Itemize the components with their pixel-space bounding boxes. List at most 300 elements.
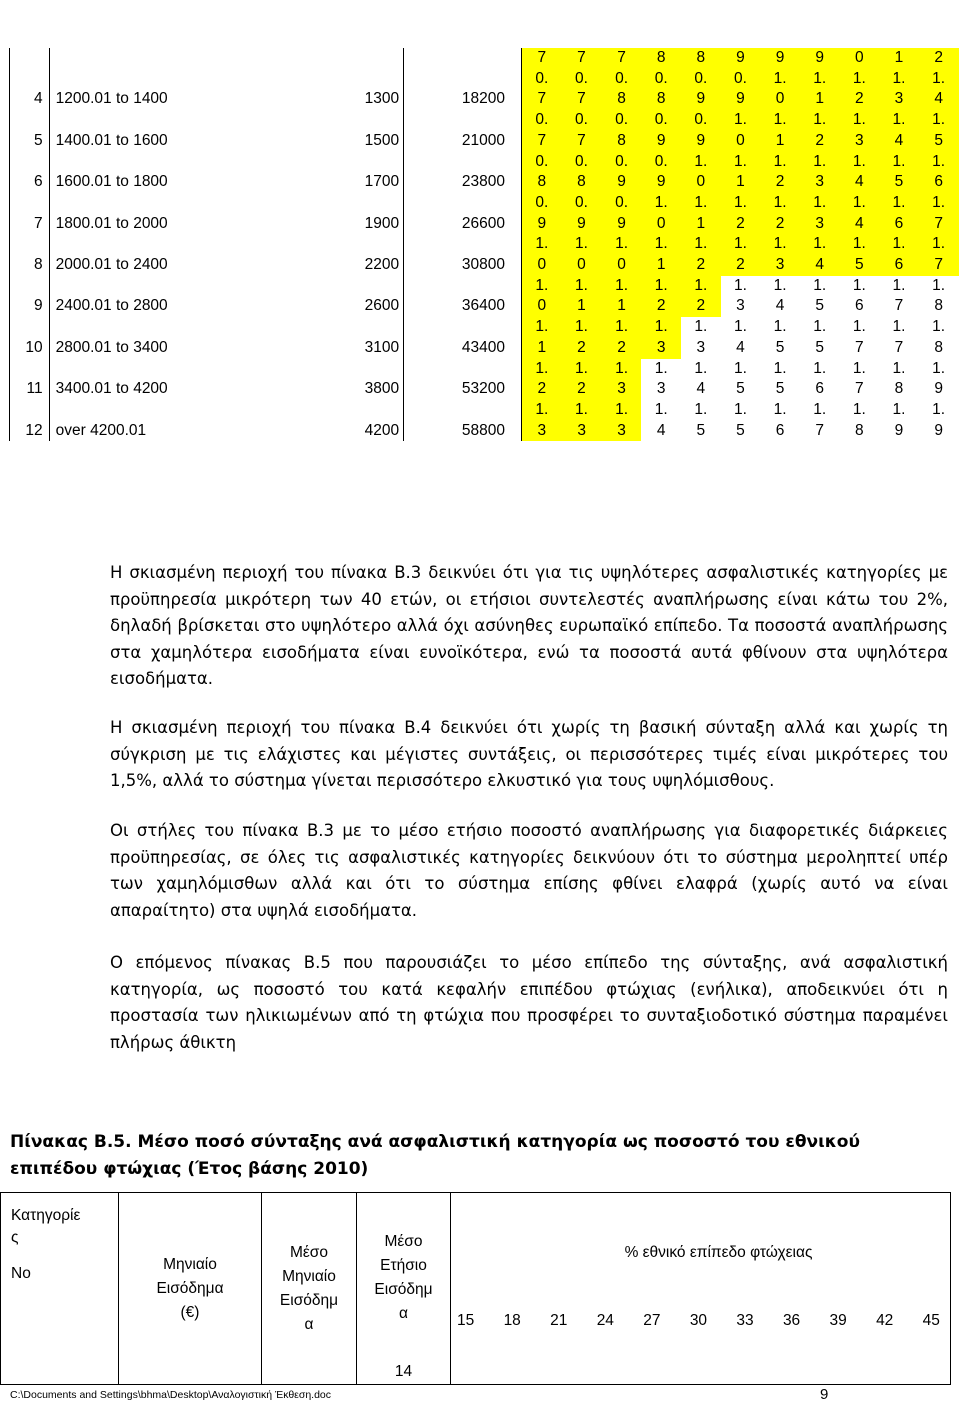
years-row (451, 1312, 950, 1384)
cell-annual: 18200 (404, 89, 522, 110)
cell-rate-int: 1. (602, 400, 642, 421)
cell-rate-int: 1. (641, 234, 681, 255)
cell-rate-int: 1. (813, 359, 827, 377)
table-row (10, 193, 959, 214)
cell-annual (404, 276, 522, 297)
cell-range (49, 193, 281, 214)
cell-rate-int: 0. (562, 152, 602, 173)
cell-rate-dec: 7 (919, 255, 959, 276)
cell-rate-dec: 2 (760, 172, 800, 193)
table-row (10, 296, 959, 317)
cell-rate-int: 1. (521, 276, 561, 297)
cell-rate-dec: 6 (879, 214, 919, 235)
cell-rate-dec: 2 (562, 338, 602, 359)
cell-no: 4 (10, 89, 50, 110)
cell-annual (404, 48, 522, 69)
cell-rate-int: 1. (932, 400, 946, 418)
header-avg-annual-line4: α (399, 1305, 408, 1322)
cell-rate-int: 0. (521, 193, 561, 214)
cell-annual (404, 110, 522, 131)
cell-rate-dec: 3 (736, 297, 745, 315)
cell-range (49, 317, 281, 338)
year-header: 18 (503, 1311, 521, 1329)
header-monthly-line2: Εισόδημα (156, 1279, 224, 1297)
cell-rate-dec: 8 (934, 338, 943, 356)
table-row (10, 152, 959, 173)
cell-rate-dec: 4 (736, 338, 745, 356)
cell-rate-int: 0. (562, 69, 602, 90)
cell-rate-int: 1. (694, 359, 708, 377)
footer-page-number: 9 (820, 1386, 829, 1403)
year-header: 36 (782, 1311, 801, 1329)
header-monthly-income (119, 1193, 262, 1385)
cell-rate-int: 1. (840, 193, 880, 214)
cell-rate-dec: 1 (721, 172, 761, 193)
cell-rate-int: 1. (602, 359, 642, 380)
cell-mid (281, 317, 404, 338)
cell-rate-int: 1. (840, 69, 880, 90)
cell-range: 1200.01 to 1400 (49, 89, 281, 110)
cell-rate-dec: 0 (681, 172, 721, 193)
cell-rate-dec: 1 (562, 296, 602, 317)
header-avg-annual-line5: 14 (394, 1363, 413, 1380)
cell-rate-dec: 5 (919, 131, 959, 152)
cell-rate-dec: 5 (696, 421, 706, 439)
cell-rate-int: 1. (562, 234, 602, 255)
cell-rate-int: 1. (773, 276, 787, 294)
cell-rate-dec: 9 (562, 214, 602, 235)
cell-rate-dec: 3 (602, 379, 642, 400)
table-row (10, 172, 959, 193)
cell-rate-dec: 3 (562, 421, 602, 442)
header-avg-monthly-line3: Εισόδημ (279, 1291, 339, 1309)
cell-rate: 9 (721, 48, 761, 69)
table-row (10, 110, 959, 131)
cell-no (10, 359, 50, 380)
cell-rate-int: 1. (919, 110, 959, 131)
cell-rate-int: 1. (932, 359, 946, 377)
cell-rate-dec: 4 (879, 131, 919, 152)
cell-range (49, 152, 281, 173)
cell-rate: 8 (641, 48, 681, 69)
cell-annual: 36400 (404, 296, 522, 317)
cell-rate-int: 1. (800, 110, 840, 131)
replacement-rate-table (9, 48, 959, 441)
cell-rate-dec: 1 (641, 255, 681, 276)
cell-rate-dec: 9 (934, 421, 943, 439)
cell-rate-int: 0. (521, 110, 561, 131)
cell-rate-int: 0. (641, 69, 681, 90)
cell-no (10, 400, 50, 421)
table-row (10, 131, 959, 152)
cell-rate-int: 0. (602, 152, 642, 173)
cell-rate-int: 1. (840, 234, 880, 255)
cell-rate-int: 1. (760, 234, 800, 255)
cell-rate-dec: 9 (641, 131, 681, 152)
cell-rate-dec: 0 (641, 214, 681, 235)
cell-rate-dec: 6 (879, 255, 919, 276)
cell-rate-dec: 3 (840, 131, 880, 152)
cell-rate-int: 1. (562, 276, 602, 297)
cell-rate-dec: 3 (656, 380, 666, 398)
cell-mid: 1300 (364, 90, 400, 108)
cell-range (49, 359, 281, 380)
cell-annual (404, 234, 522, 255)
header-category-no: No (11, 1265, 31, 1282)
cell-rate-int: 1. (813, 276, 827, 294)
cell-rate-dec: 7 (894, 297, 904, 315)
cell-rate-int: 1. (721, 234, 761, 255)
cell-rate: 9 (800, 48, 840, 69)
cell-rate-dec: 9 (681, 89, 721, 110)
cell-no: 9 (10, 296, 50, 317)
cell-range: over 4200.01 (49, 421, 281, 442)
cell-rate-int: 1. (521, 359, 561, 380)
cell-rate-dec: 0 (760, 89, 800, 110)
cell-rate-dec: 3 (800, 214, 840, 235)
cell-rate-dec: 5 (879, 172, 919, 193)
table-row (10, 276, 959, 297)
cell-rate-dec: 4 (656, 421, 666, 439)
cell-rate-int: 1. (521, 317, 561, 338)
cell-rate-int: 1. (654, 400, 668, 418)
cell-rate-int: 1. (734, 318, 747, 336)
cell-rate-dec: 8 (602, 89, 642, 110)
table-row (10, 317, 959, 338)
header-monthly-line3: (€) (180, 1303, 200, 1321)
cell-mid (281, 48, 404, 69)
cell-rate-int: 1. (919, 234, 959, 255)
cell-rate-int: 1. (879, 69, 919, 90)
cell-annual (404, 69, 522, 90)
header-monthly-line1: Μηνιαίο (163, 1255, 217, 1273)
cell-rate-dec: 7 (562, 131, 602, 152)
cell-rate-int: 0. (602, 69, 642, 90)
table-row (10, 379, 959, 400)
cell-rate-dec: 5 (736, 380, 745, 398)
cell-rate-int: 1. (641, 317, 681, 338)
cell-mid (281, 234, 404, 255)
cell-rate-dec: 5 (840, 255, 880, 276)
cell-rate-dec: 9 (641, 172, 681, 193)
header-category-line2: ς (11, 1229, 19, 1246)
cell-mid (281, 193, 404, 214)
cell-rate-dec: 6 (919, 172, 959, 193)
cell-rate-dec: 2 (641, 296, 681, 317)
cell-rate-dec: 4 (775, 297, 785, 315)
cell-rate-dec: 0 (521, 255, 561, 276)
cell-annual: 53200 (404, 379, 522, 400)
cell-range: 2400.01 to 2800 (49, 296, 281, 317)
year-header: 21 (550, 1311, 568, 1329)
cell-rate-int: 0. (681, 110, 721, 131)
header-avg-monthly-line4: α (304, 1315, 314, 1333)
table-row (10, 359, 959, 380)
cell-range: 1400.01 to 1600 (49, 131, 281, 152)
cell-rate-int: 1. (694, 318, 708, 336)
cell-rate-int: 0. (602, 110, 642, 131)
cell-rate-dec: 1 (602, 296, 642, 317)
cell-rate-int: 1. (800, 152, 840, 173)
cell-rate-int: 1. (813, 318, 827, 336)
header-avg-annual-line3: Εισόδημ (374, 1281, 433, 1298)
year-header: 33 (736, 1311, 754, 1329)
cell-rate-dec: 9 (681, 131, 721, 152)
cell-no (10, 317, 50, 338)
year-header: 15 (457, 1311, 475, 1329)
cell-rate-dec: 9 (602, 214, 642, 235)
table-row (10, 234, 959, 255)
cell-range: 1600.01 to 1800 (49, 172, 281, 193)
cell-rate-int: 1. (602, 276, 642, 297)
cell-range (49, 234, 281, 255)
cell-no (10, 193, 50, 214)
cell-rate-dec: 0 (521, 296, 561, 317)
table-row (10, 214, 959, 235)
cell-no: 10 (10, 338, 50, 359)
cell-rate-int: 1. (932, 276, 946, 294)
cell-rate-int: 1. (840, 152, 880, 173)
cell-rate-dec: 7 (919, 214, 959, 235)
cell-rate-dec: 9 (602, 172, 642, 193)
cell-rate-dec: 0 (721, 131, 761, 152)
cell-no: 6 (10, 172, 50, 193)
cell-rate-int: 1. (892, 359, 906, 377)
cell-rate-dec: 7 (855, 338, 864, 356)
cell-rate-int: 1. (681, 193, 721, 214)
year-header: 27 (643, 1311, 661, 1329)
cell-rate-int: 1. (879, 234, 919, 255)
cell-rate-dec: 6 (775, 421, 785, 439)
cell-rate-int: 1. (852, 318, 866, 336)
cell-range (49, 48, 281, 69)
table-row (10, 400, 959, 421)
year-header: 24 (596, 1311, 614, 1329)
paragraph-b5-intro: Ο επόμενος πίνακας Β.5 που παρουσιάζει το μέσο επίπεδο της σύνταξης, ανά ασφαλιστική κατηγορία, ως ποσοστό του κατά κεφαλήν επιπέδου φτώχιας (ενήλικα), αποδεικνύει ότι η προστασία των ηλικιωμένων από τη φτώχια που προσφέρει το συνταξιοδοτικό σύστημα παραμένει πλήρως άθικτη (110, 953, 948, 1052)
cell-rate-dec: 5 (815, 338, 825, 356)
table-row (10, 255, 959, 276)
cell-rate-int: 1. (919, 69, 959, 90)
cell-rate-dec: 4 (840, 172, 880, 193)
cell-rate-int: 0. (521, 152, 561, 173)
cell-rate-dec: 1 (760, 131, 800, 152)
cell-no: 11 (10, 379, 50, 400)
cell-rate-int: 0. (521, 69, 561, 90)
cell-rate-dec: 8 (641, 89, 681, 110)
cell-rate-int: 0. (562, 110, 602, 131)
cell-rate-dec: 1 (800, 89, 840, 110)
cell-no (10, 48, 50, 69)
cell-rate-int: 1. (773, 400, 787, 418)
cell-rate-dec: 9 (521, 214, 561, 235)
cell-rate-dec: 1 (681, 214, 721, 235)
cell-rate-dec: 6 (815, 380, 825, 398)
cell-rate-int: 1. (734, 400, 747, 418)
cell-mid: 4200 (364, 421, 400, 439)
cell-rate-dec: 2 (721, 214, 761, 235)
cell-rate-dec: 7 (894, 338, 904, 356)
cell-rate-int: 1. (813, 400, 827, 418)
cell-no (10, 110, 50, 131)
cell-rate-int: 1. (641, 276, 681, 297)
cell-rate-dec: 5 (775, 338, 785, 356)
cell-annual: 26600 (404, 214, 522, 235)
cell-rate-int: 1. (760, 110, 800, 131)
cell-rate-int: 1. (760, 193, 800, 214)
cell-rate-dec: 4 (800, 255, 840, 276)
cell-mid (281, 359, 404, 380)
cell-range (49, 276, 281, 297)
cell-range: 2800.01 to 3400 (49, 338, 281, 359)
cell-rate-dec: 5 (775, 380, 785, 398)
cell-no (10, 234, 50, 255)
cell-rate: 8 (681, 48, 721, 69)
cell-rate-dec: 3 (641, 338, 681, 359)
cell-no: 5 (10, 131, 50, 152)
cell-rate-int: 0. (641, 152, 681, 173)
table-row (10, 48, 959, 69)
cell-rate-int: 1. (562, 400, 602, 421)
cell-rate-dec: 5 (815, 297, 825, 315)
cell-rate-dec: 0 (562, 255, 602, 276)
cell-mid (281, 152, 404, 173)
cell-no (10, 276, 50, 297)
cell-rate-dec: 3 (879, 89, 919, 110)
cell-rate-int: 1. (800, 69, 840, 90)
paragraph-b3-columns: Οι στήλες του πίνακα Β.3 με το μέσο ετήσιο ποσοστό αναπλήρωσης για διαφορετικές διάρκειες προϋπηρεσίας, σε όλες τις ασφαλιστικές κατηγορίες δεικνύουν ότι το σύστημα μεροληπτεί υπέρ των χαμηλόμισθων αλλά και ότι το σύστημα επίσης φθίνει ελαφρά (χωρίς αυτό να είναι απαραίτητο) στα υψηλά εισοδήματα. (110, 821, 948, 920)
cell-rate-int: 1. (879, 193, 919, 214)
cell-rate-int: 1. (932, 318, 946, 336)
cell-rate-int: 0. (681, 69, 721, 90)
cell-rate-int: 1. (681, 152, 721, 173)
cell-rate-dec: 2 (760, 214, 800, 235)
cell-rate-dec: 2 (521, 379, 561, 400)
cell-annual: 23800 (404, 172, 522, 193)
cell-rate-int: 1. (602, 234, 642, 255)
cell-annual (404, 193, 522, 214)
paragraph-b3-shaded: Η σκιασμένη περιοχή του πίνακα Β.3 δεικνύει ότι για τις υψηλότερες ασφαλιστικές κατηγορίες με προϋπηρεσία μικρότερη των 40 ετών, οι ετήσιοι συντελεστές αναπλήρωσης είναι κάτω του 2%, δηλαδή βρίσκεται στο υψηλότερο αλλά όχι ασύνηθες ευρωπαϊκό επίπεδο. Τα ποσοστά αναπλήρωσης στα χαμηλότερα εισοδήματα είναι ευνοϊκότερα, ενώ τα ποσοστά αυτά φθίνουν στα υψηλότερα εισοδήματα. (110, 563, 948, 688)
cell-rate-dec: 2 (840, 89, 880, 110)
cell-rate-int: 1. (879, 152, 919, 173)
cell-rate-int: 1. (773, 359, 787, 377)
cell-rate-dec: 4 (696, 380, 706, 398)
cell-annual: 43400 (404, 338, 522, 359)
cell-rate-int: 1. (562, 317, 602, 338)
cell-rate-dec: 3 (760, 255, 800, 276)
table-row (10, 69, 959, 90)
cell-range: 1800.01 to 2000 (49, 214, 281, 235)
cell-rate: 9 (760, 48, 800, 69)
cell-rate-dec: 8 (894, 380, 904, 398)
footer-path: C:\Documents and Settings\bhma\Desktop\Αναλογιστική Έκθεση.doc (10, 1389, 332, 1401)
cell-rate-int: 0. (602, 193, 642, 214)
cell-rate-dec: 7 (521, 131, 561, 152)
cell-annual (404, 152, 522, 173)
cell-rate-dec: 4 (840, 214, 880, 235)
cell-rate-dec: 2 (681, 296, 721, 317)
cell-annual (404, 400, 522, 421)
cell-annual: 58800 (404, 421, 522, 442)
cell-annual: 30800 (404, 255, 522, 276)
year-header: 42 (876, 1311, 894, 1329)
cell-rate-dec: 3 (800, 172, 840, 193)
cell-rate-int: 1. (773, 318, 787, 336)
cell-mid: 1700 (364, 173, 400, 191)
cell-mid (281, 400, 404, 421)
cell-rate-int: 1. (919, 152, 959, 173)
cell-rate-int: 1. (521, 234, 561, 255)
cell-rate-int: 1. (800, 193, 840, 214)
cell-no: 7 (10, 214, 50, 235)
cell-rate-dec: 5 (736, 421, 745, 439)
cell-rate-dec: 2 (602, 338, 642, 359)
header-avg-annual-line2: Ετήσιο (380, 1257, 427, 1274)
header-avg-annual-line1: Μέσο (384, 1233, 423, 1250)
cell-mid: 1500 (364, 131, 400, 149)
cell-mid (281, 69, 404, 90)
cell-rate: 0 (840, 48, 880, 69)
header-avg-monthly-line1: Μέσο (289, 1243, 328, 1261)
cell-rate-int: 1. (892, 400, 906, 418)
cell-rate-int: 1. (852, 359, 866, 377)
cell-rate-int: 1. (852, 400, 866, 418)
cell-mid: 2600 (364, 297, 400, 315)
header-category-line1: Κατηγορίε (11, 1207, 81, 1224)
header-poverty-label: % εθνικό επίπεδο φτώχειας (624, 1243, 813, 1261)
cell-range (49, 400, 281, 421)
cell-rate-dec: 7 (815, 421, 825, 439)
cell-range: 2000.01 to 2400 (49, 255, 281, 276)
cell-rate-int: 1. (721, 152, 761, 173)
cell-rate-dec: 4 (919, 89, 959, 110)
header-category (1, 1193, 119, 1385)
cell-mid: 2200 (364, 256, 400, 274)
cell-rate-int: 1. (852, 276, 866, 294)
cell-rate-int: 1. (641, 193, 681, 214)
year-header: 45 (922, 1311, 940, 1329)
cell-mid: 3100 (364, 338, 400, 356)
cell-rate-dec: 8 (602, 131, 642, 152)
cell-rate-dec: 7 (855, 380, 864, 398)
pension-poverty-table (0, 1192, 951, 1385)
cell-rate: 7 (521, 48, 561, 69)
cell-annual (404, 359, 522, 380)
header-poverty-block (451, 1193, 951, 1385)
cell-rate-int: 1. (892, 318, 906, 336)
cell-range: 3400.01 to 4200 (49, 379, 281, 400)
cell-rate-int: 1. (840, 110, 880, 131)
header-avg-monthly-line2: Μηνιαίο (282, 1267, 336, 1285)
cell-annual (404, 317, 522, 338)
table-row (10, 421, 959, 442)
cell-rate-int: 1. (800, 234, 840, 255)
cell-no: 8 (10, 255, 50, 276)
cell-rate-int: 1. (760, 69, 800, 90)
year-header: 39 (829, 1311, 847, 1329)
cell-range (49, 110, 281, 131)
cell-rate: 1 (879, 48, 919, 69)
cell-rate-dec: 0 (602, 255, 642, 276)
cell-mid: 1900 (364, 214, 400, 232)
cell-rate-dec: 8 (855, 421, 864, 439)
cell-rate-int: 1. (919, 193, 959, 214)
cell-rate-dec: 2 (562, 379, 602, 400)
header-avg-annual (357, 1193, 451, 1385)
cell-rate-int: 1. (760, 152, 800, 173)
cell-rate-int: 1. (721, 193, 761, 214)
table-caption: Πίνακας Β.5. Μέσο ποσό σύνταξης ανά ασφαλιστική κατηγορία ως ποσοστό του εθνικού επιπέδου φτώχιας (Έτος βάσης 2010) (10, 1132, 860, 1179)
year-header: 30 (689, 1311, 708, 1329)
